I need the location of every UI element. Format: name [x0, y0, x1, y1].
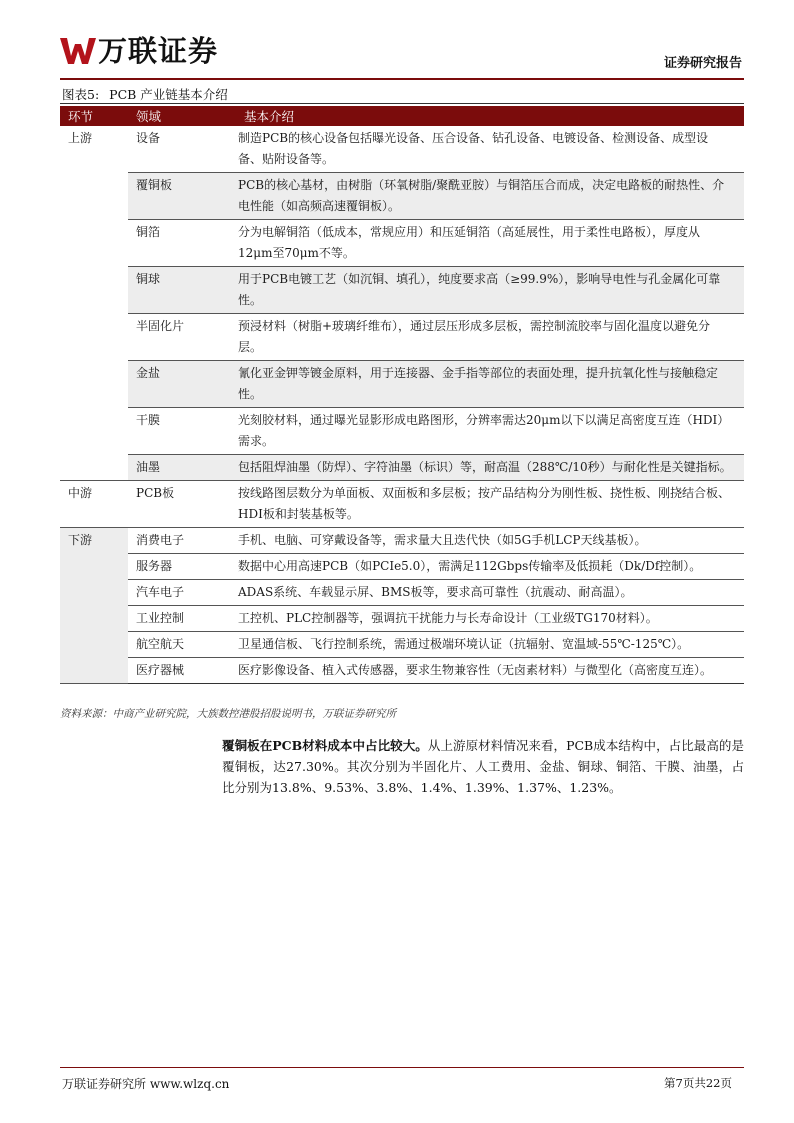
desc-cell: 氰化亚金钾等镀金原料，用于连接器、金手指等部位的表面处理，提升抗氧化性与接触稳定性。: [236, 361, 744, 408]
desc-cell: 制造PCB的核心设备包括曝光设备、压合设备、钻孔设备、电镀设备、检测设备、成型设备、贴附设备等。: [236, 126, 744, 173]
table-row: [60, 173, 744, 220]
stage-cell-upstream: 上游: [60, 126, 128, 481]
desc-cell: 分为电解铜箔（低成本，常规应用）和压延铜箔（高延展性，用于柔性电路板），厚度从12μm至70μm不等。: [236, 220, 744, 267]
field-cell: 干膜: [128, 408, 236, 455]
table-row: [60, 267, 744, 314]
desc-cell: ADAS系统、车载显示屏、BMS板等，要求高可靠性（抗震动、耐高温）。: [236, 580, 744, 606]
column-header-field: 领域: [128, 106, 236, 126]
source-note: 资料来源：中商产业研究院，大族数控港股招股说明书，万联证券研究所: [60, 708, 396, 720]
field-cell: 覆铜板: [128, 173, 236, 220]
pcb-chain-table: [60, 106, 744, 684]
stage-cell-downstream: 下游: [60, 528, 128, 684]
paragraph-text: 从上游原材料情况来看，PCB成本结构中，占比最高的是覆铜板，达27.30%。其次分别为半固化片、人工费用、金盐、铜球、铜箔、干膜、油墨，占比分别为13.8%、9.53%、3.8%、1.4%、1.39%、1.37%、1.23%。: [222, 738, 744, 795]
table-row: [60, 580, 744, 606]
desc-cell: 工控机、PLC控制器等，强调抗干扰能力与长寿命设计（工业级TG170材料）。: [236, 606, 744, 632]
report-type-label: 证券研究报告: [663, 56, 742, 71]
field-cell: 半固化片: [128, 314, 236, 361]
table-row: [60, 408, 744, 455]
desc-cell: 数据中心用高速PCB（如PCIe5.0），需满足112Gbps传输率及低损耗（Dk/Df控制）。: [236, 554, 744, 580]
desc-cell: PCB的核心基材，由树脂（环氧树脂/聚酰亚胺）与铜箔压合而成，决定电路板的耐热性、介电性能（如高频高速覆铜板）。: [236, 173, 744, 220]
desc-cell: 预浸材料（树脂+玻璃纤维布），通过层压形成多层板，需控制流胶率与固化温度以避免分层。: [236, 314, 744, 361]
logo-text: 万联证券: [98, 34, 219, 68]
desc-cell: 手机、电脑、可穿戴设备等，需求量大且迭代快（如5G手机LCP天线基板）。: [236, 528, 744, 554]
field-cell: 铜箔: [128, 220, 236, 267]
table-header-row: [60, 106, 744, 126]
field-cell: 工业控制: [128, 606, 236, 632]
field-cell: 金盐: [128, 361, 236, 408]
field-cell: 医疗器械: [128, 658, 236, 684]
field-cell: 铜球: [128, 267, 236, 314]
figure-title: PCB 产业链基本介绍: [109, 87, 228, 102]
table-row: [60, 554, 744, 580]
table-row: [60, 606, 744, 632]
table-row: [60, 528, 744, 554]
figure-caption: [62, 85, 228, 103]
field-cell: 油墨: [128, 455, 236, 481]
page-number: 第7页共22页: [664, 1076, 732, 1090]
desc-cell: 包括阻焊油墨（防焊）、字符油墨（标识）等，耐高温（288℃/10秒）与耐化性是关键指标。: [236, 455, 744, 481]
field-cell: 消费电子: [128, 528, 236, 554]
w-logo-icon: [60, 36, 96, 66]
desc-cell: 光刻胶材料，通过曝光显影形成电路图形，分辨率需达20μm以下以满足高密度互连（HDI）需求。: [236, 408, 744, 455]
desc-cell: 用于PCB电镀工艺（如沉铜、填孔），纯度要求高（≥99.9%），影响导电性与孔金属化可靠性。: [236, 267, 744, 314]
figure-number: 图表5:: [62, 87, 100, 102]
desc-cell: 医疗影像设备、植入式传感器，要求生物兼容性（无卤素材料）与微型化（高密度互连）。: [236, 658, 744, 684]
table-row: [60, 314, 744, 361]
paragraph-lead: 覆铜板在PCB材料成本中占比较大。: [222, 738, 428, 753]
footer-divider: [60, 1067, 744, 1068]
table-row: [60, 126, 744, 173]
field-cell: 航空航天: [128, 632, 236, 658]
table-row: [60, 481, 744, 528]
stage-cell-midstream: 中游: [60, 481, 128, 528]
desc-cell: 卫星通信板、飞行控制系统，需通过极端环境认证（抗辐射、宽温域-55℃-125℃）。: [236, 632, 744, 658]
field-cell: 服务器: [128, 554, 236, 580]
body-paragraph: [222, 735, 744, 798]
desc-cell: 按线路图层数分为单面板、双面板和多层板；按产品结构分为刚性板、挠性板、刚挠结合板、HDI板和封装基板等。: [236, 481, 744, 528]
column-header-desc: 基本介绍: [236, 106, 744, 126]
table-row: [60, 220, 744, 267]
table-row: [60, 632, 744, 658]
table-row: [60, 361, 744, 408]
header-divider: [60, 78, 744, 80]
page-header: [60, 36, 742, 76]
caption-divider: [60, 103, 744, 104]
table-row: [60, 455, 744, 481]
field-cell: 设备: [128, 126, 236, 173]
field-cell: 汽车电子: [128, 580, 236, 606]
footer-org-site: 万联证券研究所 www.wlzq.cn: [62, 1077, 230, 1091]
column-header-stage: 环节: [60, 106, 128, 126]
field-cell: PCB板: [128, 481, 236, 528]
table-row: [60, 658, 744, 684]
brand-logo: [60, 36, 218, 66]
